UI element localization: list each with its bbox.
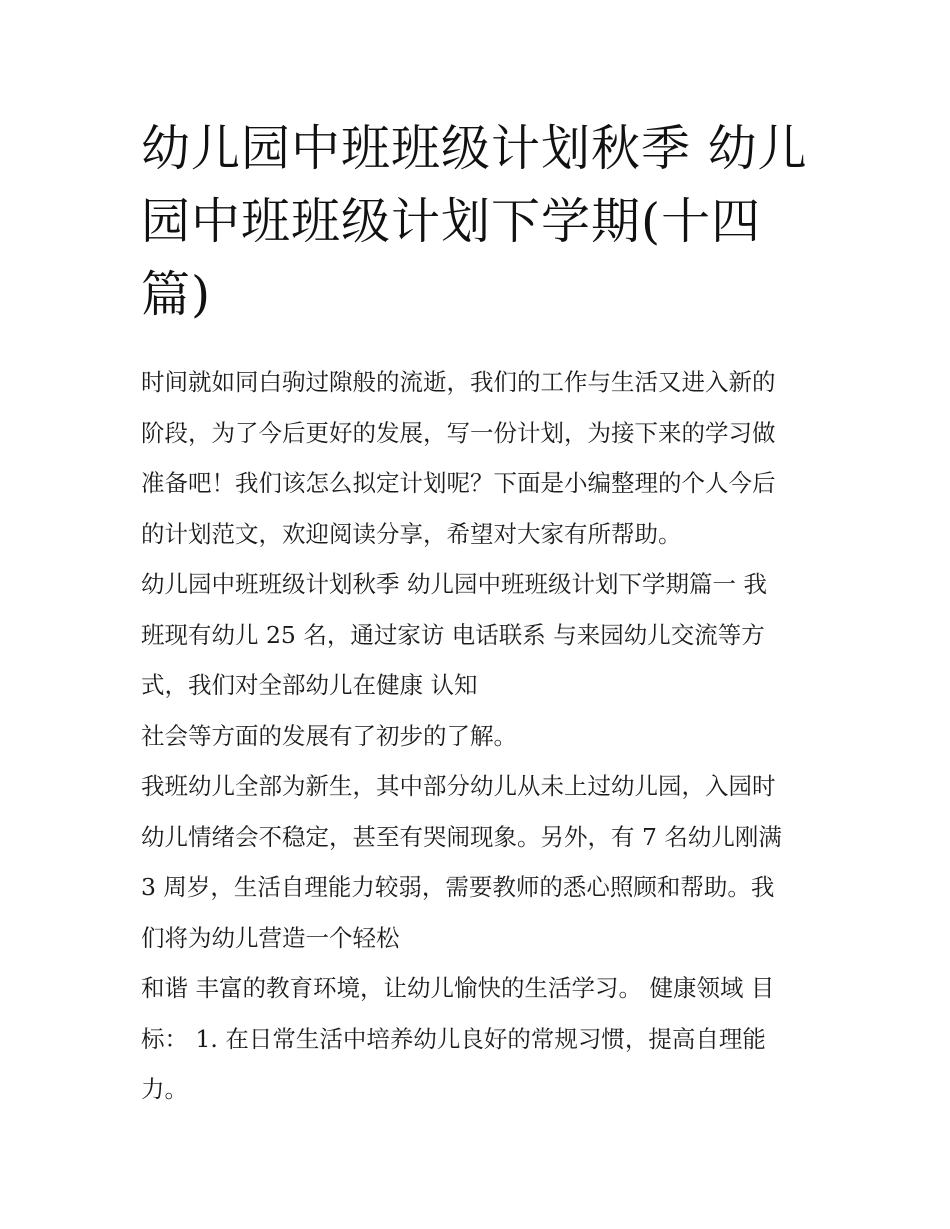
body-line: 3 周岁，生活自理能力较弱，需要教师的悉心照顾和帮助。我 [141, 873, 775, 901]
body-line: 幼儿园中班班级计划秋季 幼儿园中班班级计划下学期篇一 我 [141, 570, 767, 598]
body-line: 力。 [141, 1075, 188, 1103]
body-line: 和谐 丰富的教育环境，让幼儿愉快的生活学习。 健康领域 目 [141, 974, 775, 1002]
body-line: 式，我们对全部幼儿在健康 认知 [141, 671, 478, 699]
body-line: 班现有幼儿 25 名，通过家访 电话联系 与来园幼儿交流等方 [141, 620, 765, 649]
body-line: 的计划范文，欢迎阅读分享，希望对大家有所帮助。 [141, 519, 682, 548]
body-line: 我班幼儿全部为新生，其中部分幼儿从未上过幼儿园，入园时 [141, 772, 776, 800]
document-title [141, 112, 813, 331]
body-line: 社会等方面的发展有了初步的了解。 [141, 721, 517, 750]
title-line: 篇) [141, 266, 212, 323]
body-line: 时间就如同白驹过隙般的流逝，我们的工作与生活又进入新的 [141, 368, 776, 396]
body-line: 准备吧！我们该怎么拟定计划呢？下面是小编整理的个人今后 [141, 469, 776, 497]
body-line: 幼儿情绪会不稳定，甚至有哭闹现象。另外，有 7 名幼儿刚满 [141, 822, 782, 851]
body-line: 标： 1. 在日常生活中培养幼儿良好的常规习惯，提高自理能 [141, 1024, 766, 1053]
body-line: 阶段，为了今后更好的发展，写一份计划，为接下来的学习做 [141, 418, 776, 447]
title-line: 幼儿园中班班级计划秋季 幼儿 [141, 120, 808, 177]
document-content [141, 112, 813, 1115]
title-line: 园中班班级计划下学期(十四 [141, 193, 762, 250]
body-line: 们将为幼儿营造一个轻松 [141, 923, 400, 952]
document-body [141, 357, 813, 1115]
